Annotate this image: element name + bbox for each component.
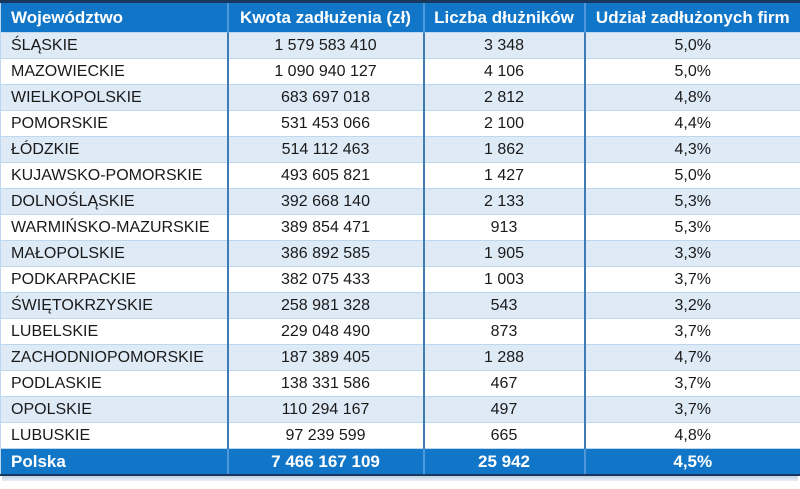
- cell-wojewodztwo: LUBELSKIE: [1, 319, 228, 345]
- cell-udzial-zadluzonych: 3,7%: [585, 319, 800, 345]
- cell-udzial-zadluzonych: 4,4%: [585, 111, 800, 137]
- cell-liczba-dluznikow: 3 348: [424, 33, 585, 59]
- table-row: [1, 241, 800, 267]
- cell-liczba-dluznikow: 1 003: [424, 267, 585, 293]
- cell-liczba-dluznikow: 913: [424, 215, 585, 241]
- total-label: Polska: [1, 449, 228, 476]
- table-row: [1, 163, 800, 189]
- table-row: [1, 293, 800, 319]
- table-row: [1, 397, 800, 423]
- cell-udzial-zadluzonych: 3,7%: [585, 371, 800, 397]
- cell-udzial-zadluzonych: 5,0%: [585, 163, 800, 189]
- cell-liczba-dluznikow: 665: [424, 423, 585, 449]
- cell-udzial-zadluzonych: 3,7%: [585, 397, 800, 423]
- total-liczba: 25 942: [424, 449, 585, 476]
- cell-udzial-zadluzonych: 4,3%: [585, 137, 800, 163]
- table-row: [1, 189, 800, 215]
- cell-wojewodztwo: MAZOWIECKIE: [1, 59, 228, 85]
- cell-kwota-zadluzenia: 514 112 463: [228, 137, 424, 163]
- col-header-udzial-zadluzonych-firm: Udział zadłużonych firm: [585, 2, 800, 33]
- col-header-kwota-zadluzenia: Kwota zadłużenia (zł): [228, 2, 424, 33]
- cell-liczba-dluznikow: 467: [424, 371, 585, 397]
- table-row: [1, 371, 800, 397]
- cell-wojewodztwo: ŁÓDZKIE: [1, 137, 228, 163]
- cell-wojewodztwo: WARMIŃSKO-MAZURSKIE: [1, 215, 228, 241]
- cell-kwota-zadluzenia: 138 331 586: [228, 371, 424, 397]
- cell-udzial-zadluzonych: 4,7%: [585, 345, 800, 371]
- table-row: [1, 85, 800, 111]
- table-row: [1, 423, 800, 449]
- table-row: [1, 137, 800, 163]
- table-row: [1, 111, 800, 137]
- col-header-wojewodztwo: Województwo: [1, 2, 228, 33]
- cell-udzial-zadluzonych: 5,0%: [585, 59, 800, 85]
- table-row: [1, 215, 800, 241]
- table-row: [1, 319, 800, 345]
- bottom-shadow: [2, 476, 798, 481]
- cell-wojewodztwo: ŚLĄSKIE: [1, 33, 228, 59]
- cell-liczba-dluznikow: 1 427: [424, 163, 585, 189]
- cell-kwota-zadluzenia: 382 075 433: [228, 267, 424, 293]
- cell-kwota-zadluzenia: 386 892 585: [228, 241, 424, 267]
- table-row: [1, 267, 800, 293]
- table-row: [1, 59, 800, 85]
- cell-kwota-zadluzenia: 258 981 328: [228, 293, 424, 319]
- total-kwota: 7 466 167 109: [228, 449, 424, 476]
- cell-liczba-dluznikow: 873: [424, 319, 585, 345]
- cell-kwota-zadluzenia: 531 453 066: [228, 111, 424, 137]
- cell-wojewodztwo: MAŁOPOLSKIE: [1, 241, 228, 267]
- cell-kwota-zadluzenia: 1 579 583 410: [228, 33, 424, 59]
- cell-liczba-dluznikow: 543: [424, 293, 585, 319]
- table-row: [1, 33, 800, 59]
- cell-wojewodztwo: ŚWIĘTOKRZYSKIE: [1, 293, 228, 319]
- cell-wojewodztwo: PODLASKIE: [1, 371, 228, 397]
- cell-kwota-zadluzenia: 493 605 821: [228, 163, 424, 189]
- cell-wojewodztwo: POMORSKIE: [1, 111, 228, 137]
- cell-wojewodztwo: PODKARPACKIE: [1, 267, 228, 293]
- cell-udzial-zadluzonych: 3,3%: [585, 241, 800, 267]
- cell-kwota-zadluzenia: 1 090 940 127: [228, 59, 424, 85]
- cell-udzial-zadluzonych: 4,8%: [585, 85, 800, 111]
- cell-udzial-zadluzonych: 5,3%: [585, 189, 800, 215]
- cell-kwota-zadluzenia: 683 697 018: [228, 85, 424, 111]
- cell-udzial-zadluzonych: 3,7%: [585, 267, 800, 293]
- cell-liczba-dluznikow: 497: [424, 397, 585, 423]
- cell-kwota-zadluzenia: 97 239 599: [228, 423, 424, 449]
- cell-liczba-dluznikow: 2 133: [424, 189, 585, 215]
- cell-wojewodztwo: ZACHODNIOPOMORSKIE: [1, 345, 228, 371]
- cell-udzial-zadluzonych: 5,3%: [585, 215, 800, 241]
- cell-liczba-dluznikow: 4 106: [424, 59, 585, 85]
- cell-liczba-dluznikow: 2 100: [424, 111, 585, 137]
- total-row: [1, 449, 800, 476]
- cell-liczba-dluznikow: 1 862: [424, 137, 585, 163]
- cell-kwota-zadluzenia: 110 294 167: [228, 397, 424, 423]
- table-row: [1, 345, 800, 371]
- cell-kwota-zadluzenia: 392 668 140: [228, 189, 424, 215]
- cell-wojewodztwo: LUBUSKIE: [1, 423, 228, 449]
- cell-kwota-zadluzenia: 187 389 405: [228, 345, 424, 371]
- cell-wojewodztwo: DOLNOŚLĄSKIE: [1, 189, 228, 215]
- total-udzial: 4,5%: [585, 449, 800, 476]
- cell-udzial-zadluzonych: 5,0%: [585, 33, 800, 59]
- cell-wojewodztwo: WIELKOPOLSKIE: [1, 85, 228, 111]
- cell-wojewodztwo: KUJAWSKO-POMORSKIE: [1, 163, 228, 189]
- col-header-liczba-dluznikow: Liczba dłużników: [424, 2, 585, 33]
- cell-udzial-zadluzonych: 4,8%: [585, 423, 800, 449]
- cell-wojewodztwo: OPOLSKIE: [1, 397, 228, 423]
- cell-liczba-dluznikow: 2 812: [424, 85, 585, 111]
- header-row: [1, 2, 800, 33]
- cell-kwota-zadluzenia: 229 048 490: [228, 319, 424, 345]
- cell-liczba-dluznikow: 1 288: [424, 345, 585, 371]
- cell-kwota-zadluzenia: 389 854 471: [228, 215, 424, 241]
- cell-udzial-zadluzonych: 3,2%: [585, 293, 800, 319]
- cell-liczba-dluznikow: 1 905: [424, 241, 585, 267]
